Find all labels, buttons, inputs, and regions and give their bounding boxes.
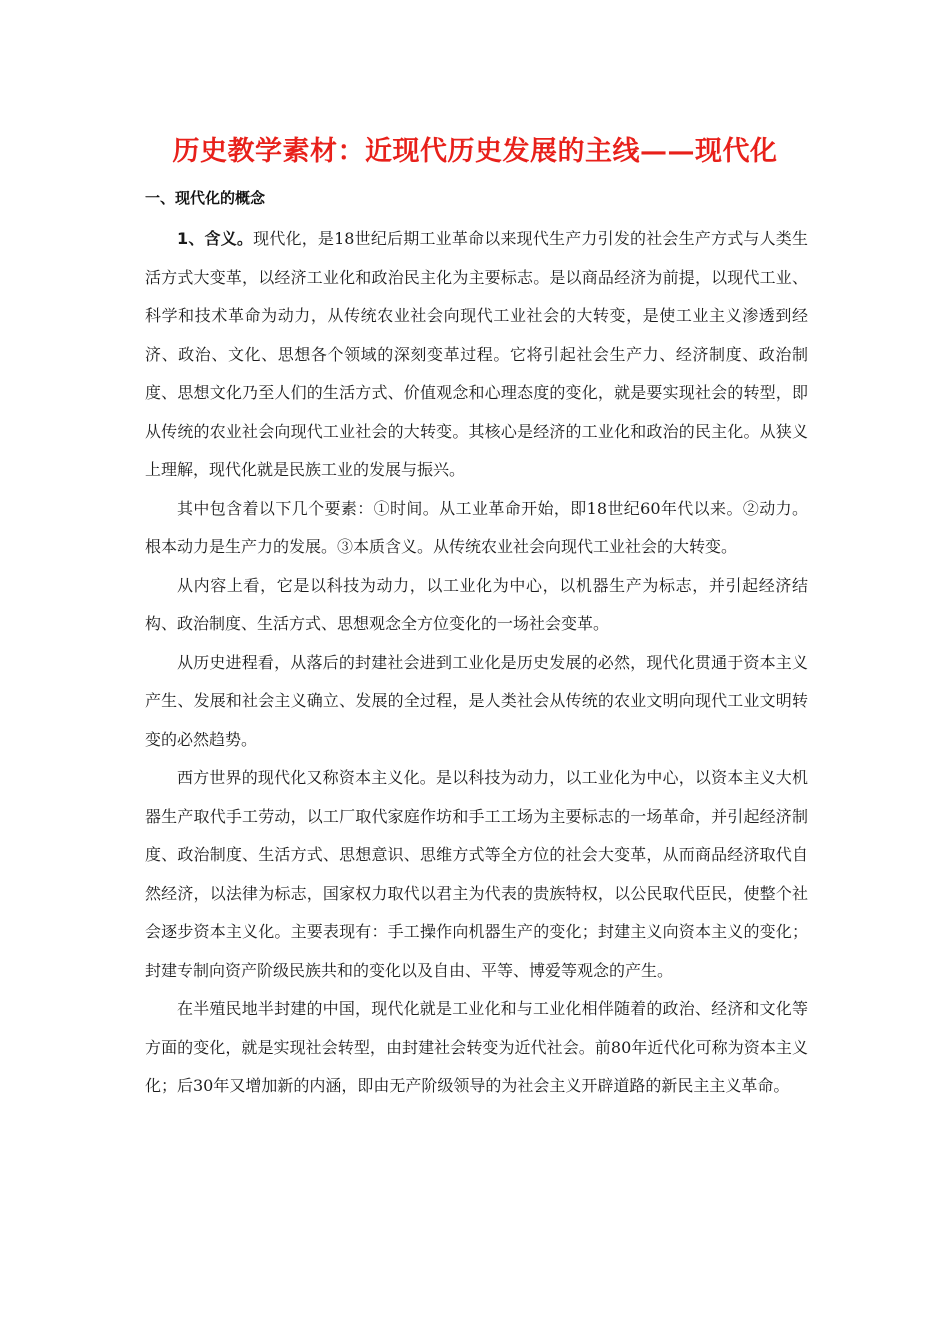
paragraph <box>145 990 808 1106</box>
section-heading: 一、现代化的概念 <box>145 189 266 207</box>
paragraph <box>145 567 808 644</box>
paragraph-text: 在半殖民地半封建的中国，现代化就是工业化和与工业化相伴随着的政治、经济和文化等方面的变化，就是实现社会转型，由封建社会转变为近代社会。前80年近代化可称为资本主义化；后30年又增加新的内涵，即由无产阶级领导的为社会主义开辟道路的新民主主义革命。 <box>145 999 808 1095</box>
paragraph-text: 从历史进程看，从落后的封建社会进到工业化是历史发展的必然，现代化贯通于资本主义产生、发展和社会主义确立、发展的全过程，是人类社会从传统的农业文明向现代工业文明转变的必然趋势。 <box>145 652 808 749</box>
document-body <box>145 220 808 1106</box>
document-title: 历史教学素材：近现代历史发展的主线——现代化 <box>172 136 778 167</box>
paragraph-text: 现代化，是18世纪后期工业革命以来现代生产力引发的社会生产方式与人类生活方式大变革，以经济工业化和政治民主化为主要标志。是以商品经济为前提，以现代工业、科学和技术革命为动力，从传统农业社会向现代工业社会的大转变，是使工业主义渗透到经济、政治、文化、思想各个领域的深刻变革过程。它将引起社会生产力、经济制度、政治制度、思想文化乃至人们的生活方式、价值观念和心理态度的变化，就是要实现社会的转型，即从传统的农业社会向现代工业社会的大转变。其核心是经济的工业化和政治的民主化。从狭义上理解，现代化就是民族工业的发展与振兴。 <box>145 229 808 479</box>
paragraph <box>145 644 808 760</box>
paragraph <box>145 490 808 567</box>
paragraph-text: 西方世界的现代化又称资本主义化。是以科技为动力，以工业化为中心，以资本主义大机器生产取代手工劳动，以工厂取代家庭作坊和手工工场为主要标志的一场革命，并引起经济制度、政治制度、生活方式、思想意识、思维方式等全方位的社会大变革，从而商品经济取代自然经济，以法律为标志，国家权力取代以君主为代表的贵族特权，以公民取代臣民，使整个社会逐步资本主义化。主要表现有：手工操作向机器生产的变化；封建主义向资本主义的变化；封建专制向资产阶级民族共和的变化以及自由、平等、博爱等观念的产生。 <box>145 768 808 980</box>
paragraph-lead: 1、含义。 <box>177 229 254 248</box>
paragraph-text: 其中包含着以下几个要素：①时间。从工业革命开始，即18世纪60年代以来。②动力。根本动力是生产力的发展。③本质含义。从传统农业社会向现代工业社会的大转变。 <box>145 498 808 556</box>
paragraph <box>145 220 808 490</box>
paragraph <box>145 759 808 990</box>
paragraph-text: 从内容上看，它是以科技为动力，以工业化为中心，以机器生产为标志，并引起经济结构、政治制度、生活方式、思想观念全方位变化的一场社会变革。 <box>145 575 808 633</box>
